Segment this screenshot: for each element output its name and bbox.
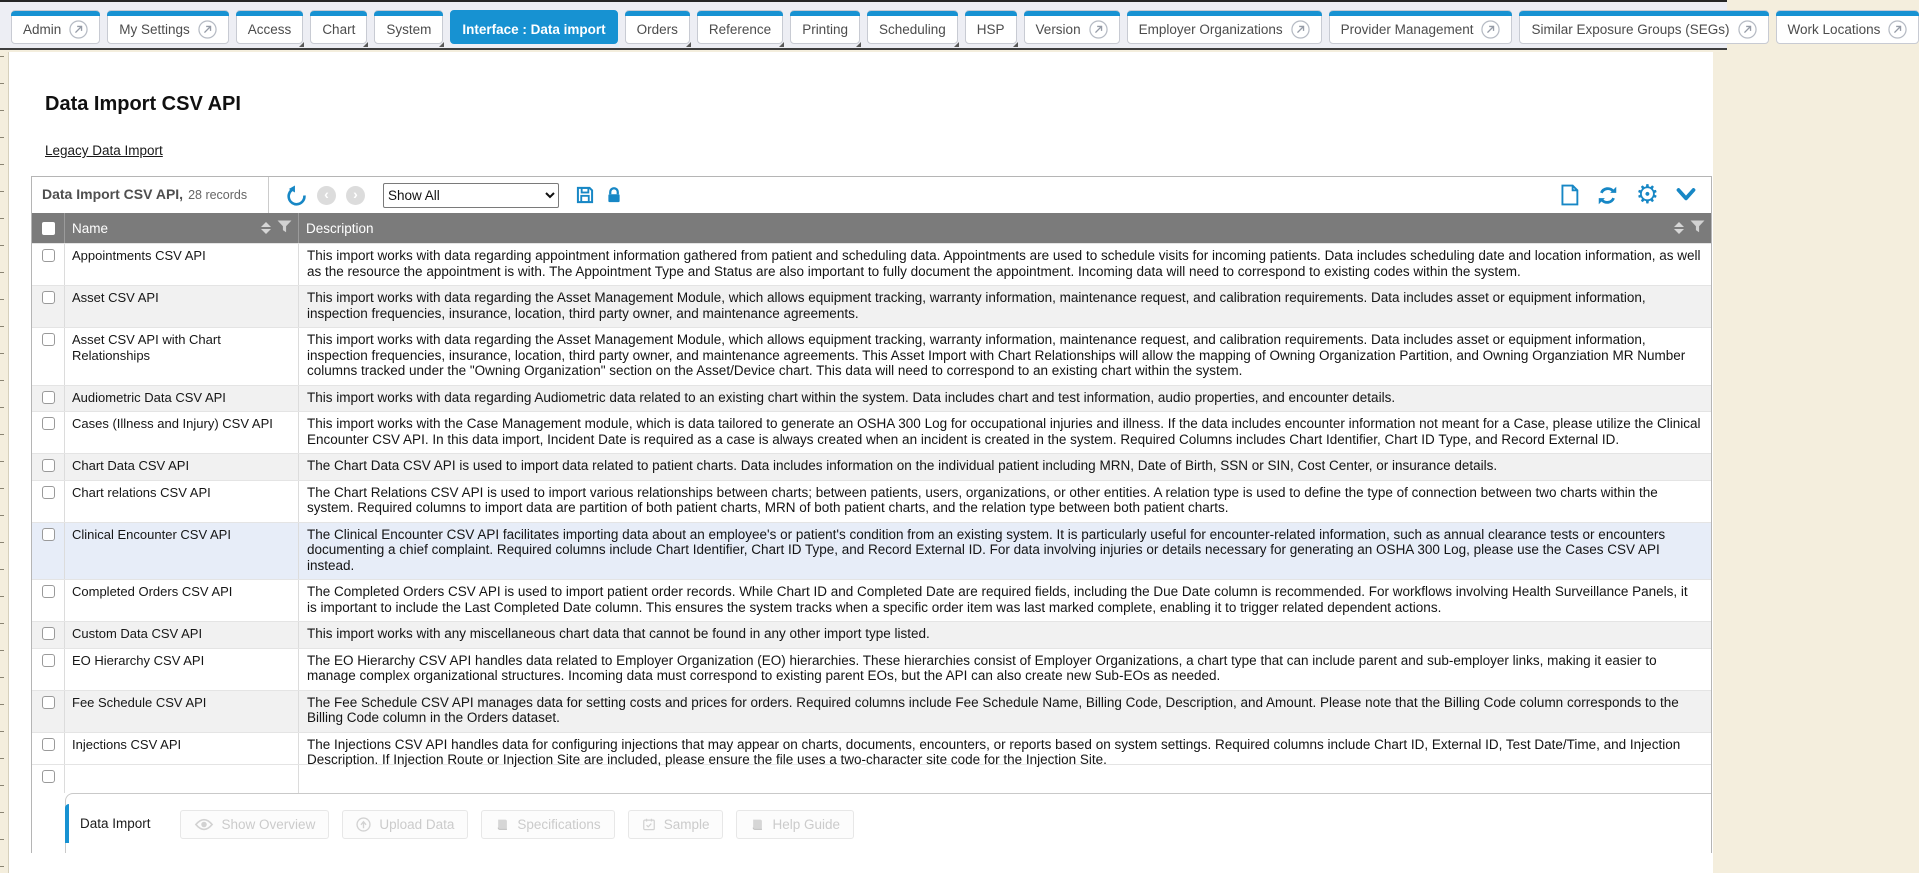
row-name: Fee Schedule CSV API: [64, 691, 298, 732]
grid-title: [32, 177, 269, 213]
row-checkbox[interactable]: [42, 738, 55, 751]
tab-chart[interactable]: [310, 10, 367, 44]
table-row-completed-orders-csv-api[interactable]: [32, 579, 1711, 621]
collapse-chevron-icon[interactable]: [1676, 187, 1696, 203]
row-name: Asset CSV API: [64, 286, 298, 327]
table-row-eo-hierarchy-csv-api[interactable]: [32, 648, 1711, 690]
footer-button-label: Specifications: [517, 816, 601, 832]
row-description: This import works with data regarding appointment information gathered from patient and scheduling data. Appointments are used to schedule visits for incoming patients. Data includes scheduling date and location information, as well as the resource the appointment is with. The Appointment Type and Status are also important to fully document the appointment. Incoming data will need to correspond to existing codes within the system.: [298, 244, 1711, 285]
tab-label: Printing: [802, 22, 848, 37]
empty-name-cell: [64, 765, 298, 793]
tab-printing[interactable]: [790, 10, 860, 44]
row-description: This import works with data regarding the Asset Management Module, which allows equipment tracking, warranty information, maintenance request, and calibration requirements. Data includes asset or equipment information, inspection frequencies, insurance, location, third party owner, and maintenance agreements.: [298, 286, 1711, 327]
row-name: Appointments CSV API: [64, 244, 298, 285]
nav-back-icon[interactable]: ‹: [317, 186, 336, 205]
row-description: The Clinical Encounter CSV API facilitates importing data about an employee's or patient's condition from an existing system. It is particularly useful for encounter-related information, such as annual clearance tests or encounters documenting a chief complaint. Required columns include Chart Identifier, Chart ID Type, and Record External ID. For data involving injuries or details necessary for generating an OSHA 300 Log, please use the Cases CSV API instead.: [298, 523, 1711, 580]
row-checkbox[interactable]: [42, 459, 55, 472]
row-name: Custom Data CSV API: [64, 622, 298, 648]
tab-hsp[interactable]: [965, 10, 1017, 44]
row-checkbox-cell: [32, 286, 64, 327]
row-checkbox-cell: [32, 481, 64, 522]
tab-similar-exposure-groups-segs[interactable]: [1519, 10, 1768, 44]
table-row-chart-relations-csv-api[interactable]: [32, 480, 1711, 522]
row-checkbox-cell: [32, 580, 64, 621]
row-checkbox[interactable]: [42, 417, 55, 430]
tab-label: Similar Exposure Groups (SEGs): [1531, 22, 1730, 37]
footer-button-label: Help Guide: [772, 816, 841, 832]
eye-icon: [194, 818, 214, 831]
grid-toolbar: [32, 177, 1711, 213]
row-checkbox-cell: [32, 649, 64, 690]
row-checkbox-cell: [32, 733, 64, 764]
tab-label: Scheduling: [878, 22, 946, 37]
row-description: This import works with any miscellaneous chart data that cannot be found in any other import type listed.: [298, 622, 1711, 648]
tab-label: Orders: [636, 22, 678, 37]
popout-icon[interactable]: [1481, 20, 1500, 39]
row-checkbox[interactable]: [42, 654, 55, 667]
table-row-chart-data-csv-api[interactable]: [32, 453, 1711, 480]
footer-tab-label: Data Import: [80, 815, 151, 831]
table-row-appointments-csv-api[interactable]: [32, 243, 1711, 285]
settings-gear-icon[interactable]: ⚙: [1635, 180, 1659, 210]
tab-version[interactable]: [1024, 10, 1120, 44]
popout-icon[interactable]: [1888, 20, 1907, 39]
row-name: Clinical Encounter CSV API: [64, 523, 298, 580]
new-record-icon[interactable]: [1560, 184, 1579, 206]
table-row-asset-csv-api-with-chart-relationships[interactable]: [32, 327, 1711, 385]
filter-funnel-icon[interactable]: [1690, 220, 1705, 236]
row-description: The EO Hierarchy CSV API handles data related to Employer Organization (EO) hierarchies. These hierarchies consist of Employer Organizations, a chart type that can include parent and sub-employer links, making it easier to manage complex organizational structures. Incoming data must correspond to existing parent EOs, but the API can also create new Sub-EOs as needed.: [298, 649, 1711, 690]
row-name: EO Hierarchy CSV API: [64, 649, 298, 690]
row-description: The Injections CSV API handles data for configuring injections that may appear on charts, documents, encounters, or reports based on system settings. Required columns include Chart ID, External ID, Test Date/Time, and Injection Description. If Injection Route or Injection Site are included, please ensure the file uses a two-character site code for the Injection Site.: [298, 733, 1711, 764]
page-title: Data Import CSV API: [45, 93, 241, 115]
row-checkbox-cell: [32, 386, 64, 412]
popout-icon[interactable]: [1089, 20, 1108, 39]
select-all-checkbox[interactable]: [32, 222, 64, 235]
row-name: Chart relations CSV API: [64, 481, 298, 522]
table-row-audiometric-data-csv-api[interactable]: [32, 385, 1711, 412]
empty-row: [32, 764, 1711, 793]
footer-button-specifications[interactable]: [481, 810, 614, 839]
filter-funnel-icon[interactable]: [277, 220, 292, 236]
row-checkbox-cell: [32, 412, 64, 453]
row-description: This import works with data regarding the Asset Management Module, which allows equipment tracking, warranty information, maintenance request, and calibration requirements. Data includes asset or equipment information, inspection frequencies, insurance, location, third party owner, and maintenance agreements. This Asset Import with Chart Relationships will allow the mapping of Owning Organization Partition, and Owning Organziation MR Number columns tracked under the "Owning Organization" section on the Asset/Device chart. This data will need to correspond to an existing chart within the system.: [298, 328, 1711, 385]
footer-button-show-overview[interactable]: [180, 810, 330, 839]
tab-interface-data-import[interactable]: [450, 10, 617, 44]
row-description: This import works with the Case Management module, which is data tailored to generate an OSHA 300 Log for occupational injuries and illness. If the data includes encounter information not meant for a Case, please utilize the Clinical Encounter CSV API. In this data import, Incident Date is required as a case is always created when an incident is created in the system. Required Columns includes Chart Identifier, Chart ID Type, and Record External ID.: [298, 412, 1711, 453]
refresh-icon[interactable]: [1596, 185, 1619, 206]
row-checkbox-cell: [32, 523, 64, 580]
popout-icon[interactable]: [198, 20, 217, 39]
tab-scheduling[interactable]: [867, 10, 958, 44]
toolbar-right-icons: [1560, 180, 1711, 210]
grid-body: [32, 243, 1711, 767]
book-icon: [750, 817, 764, 832]
row-checkbox[interactable]: [42, 528, 55, 541]
sort-icon[interactable]: [1674, 222, 1684, 234]
record-count: 28 records: [188, 188, 248, 202]
row-description: The Completed Orders CSV API is used to import patient order records. While Chart ID and Completed Date are required fields, including the Due Date column is recommended. For workflows involving Health Surveillance Panels, it is important to include the Last Completed Date column. This ensures the system tracks when a specific order item was last marked complete, enabling it to trigger related dependent actions.: [298, 580, 1711, 621]
table-row-custom-data-csv-api[interactable]: [32, 621, 1711, 648]
tab-my-settings[interactable]: [107, 10, 229, 44]
upload-icon: [356, 817, 371, 832]
undo-icon[interactable]: [286, 185, 307, 206]
row-checkbox[interactable]: [42, 291, 55, 304]
footer-button-sample[interactable]: [628, 810, 724, 839]
grid-title-text: Data Import CSV API,: [42, 186, 184, 202]
row-name: Injections CSV API: [64, 733, 298, 764]
name-column-label: Name: [72, 220, 109, 236]
row-name: Cases (Illness and Injury) CSV API: [64, 412, 298, 453]
row-name: Audiometric Data CSV API: [64, 386, 298, 412]
row-name: Completed Orders CSV API: [64, 580, 298, 621]
footer-button-label: Show Overview: [221, 816, 316, 832]
detail-panel-tab-bar: [65, 793, 1711, 853]
tab-label: Reference: [708, 22, 772, 37]
row-name: Chart Data CSV API: [64, 454, 298, 480]
tab-label: Interface : Data import: [462, 22, 606, 37]
footer-tab-data-import[interactable]: [66, 806, 167, 843]
row-checkbox-cell: [32, 622, 64, 648]
legacy-data-import-link[interactable]: Legacy Data Import: [45, 143, 163, 158]
lock-icon[interactable]: [605, 185, 623, 205]
book-icon: [495, 817, 509, 832]
row-checkbox-cell: [32, 328, 64, 385]
data-import-grid: [31, 176, 1712, 853]
column-header-name[interactable]: [64, 213, 298, 243]
table-row-fee-schedule-csv-api[interactable]: [32, 690, 1711, 732]
tab-label: Version: [1035, 22, 1081, 37]
tab-reference[interactable]: [697, 10, 783, 44]
footer-button-label: Sample: [663, 816, 710, 832]
table-row-cases-illness-and-injury-csv-api[interactable]: [32, 411, 1711, 453]
row-description: The Fee Schedule CSV API manages data for setting costs and prices for orders. Required columns include Fee Schedule Name, Billing Code, Description, and Amount. Please note that the Billing Code column corresponds to the Billing Code column in the Orders dataset.: [298, 691, 1711, 732]
row-name: Asset CSV API with Chart Relationships: [64, 328, 298, 385]
footer-button-label: Upload Data: [379, 816, 455, 832]
calendar-icon: [642, 817, 656, 832]
popout-icon[interactable]: [1738, 20, 1757, 39]
row-checkbox[interactable]: [42, 585, 55, 598]
tab-label: HSP: [976, 22, 1005, 37]
popout-icon[interactable]: [69, 20, 88, 39]
tab-orders[interactable]: [625, 10, 690, 44]
row-description: The Chart Relations CSV API is used to import various relationships between charts; between patients, users, organizations, or other entities. A relation type is used to define the type of connection between two charts within the system. Required columns to import data are partition of both patient charts, MRN of both patient charts, and the relation type between both patient charts.: [298, 481, 1711, 522]
table-row-injections-csv-api[interactable]: [32, 732, 1711, 767]
content-panel: [8, 52, 1713, 873]
tab-system[interactable]: [374, 10, 443, 44]
row-checkbox[interactable]: [42, 696, 55, 709]
row-description: This import works with data regarding Audiometric data related to an existing chart within the system. Data includes chart and test information, audio properties, and encounter details.: [298, 386, 1711, 412]
popout-icon[interactable]: [1291, 20, 1310, 39]
description-column-label: Description: [306, 220, 374, 236]
row-checkbox[interactable]: [42, 391, 55, 404]
empty-description-cell: [298, 765, 1711, 793]
tab-access[interactable]: [236, 10, 304, 44]
row-checkbox-cell: [32, 691, 64, 732]
tab-label: Access: [247, 22, 292, 37]
table-row-clinical-encounter-csv-api[interactable]: [32, 522, 1711, 580]
left-edge-ruler-ticks: [0, 56, 4, 873]
table-row-asset-csv-api[interactable]: [32, 285, 1711, 327]
sort-icon[interactable]: [261, 222, 271, 234]
column-header-description[interactable]: [298, 213, 1711, 243]
save-view-icon[interactable]: [575, 185, 595, 205]
row-checkbox[interactable]: [42, 627, 55, 640]
tab-label: My Settings: [119, 22, 190, 37]
row-checkbox[interactable]: [42, 333, 55, 346]
tab-label: Work Locations: [1787, 22, 1881, 37]
toolbar-left-icons: [269, 183, 623, 208]
nav-forward-icon[interactable]: ›: [346, 186, 365, 205]
tab-label: Provider Management: [1340, 22, 1474, 37]
grid-header-row: [32, 213, 1711, 243]
row-checkbox[interactable]: [42, 770, 55, 783]
filter-select[interactable]: [383, 183, 559, 208]
tab-label: Employer Organizations: [1138, 22, 1283, 37]
tab-label: Chart: [322, 22, 356, 37]
row-checkbox[interactable]: [42, 486, 55, 499]
footer-button-help-guide[interactable]: [736, 810, 854, 839]
tab-employer-organizations[interactable]: [1127, 10, 1322, 44]
tab-label: System: [386, 22, 432, 37]
row-checkbox-cell: [32, 244, 64, 285]
footer-button-upload-data[interactable]: [342, 810, 468, 839]
top-tab-bar: [0, 2, 1881, 50]
tab-label: Admin: [23, 22, 62, 37]
tab-provider-management[interactable]: [1329, 10, 1513, 44]
row-description: The Chart Data CSV API is used to import data related to patient charts. Data includes information on the individual patient including MRN, Date of Birth, SSN or SIN, Cost Center, or insurance details.: [298, 454, 1711, 480]
tab-work-locations[interactable]: [1776, 10, 1919, 44]
row-checkbox[interactable]: [42, 249, 55, 262]
tab-admin[interactable]: [11, 10, 100, 44]
row-checkbox-cell: [32, 454, 64, 480]
